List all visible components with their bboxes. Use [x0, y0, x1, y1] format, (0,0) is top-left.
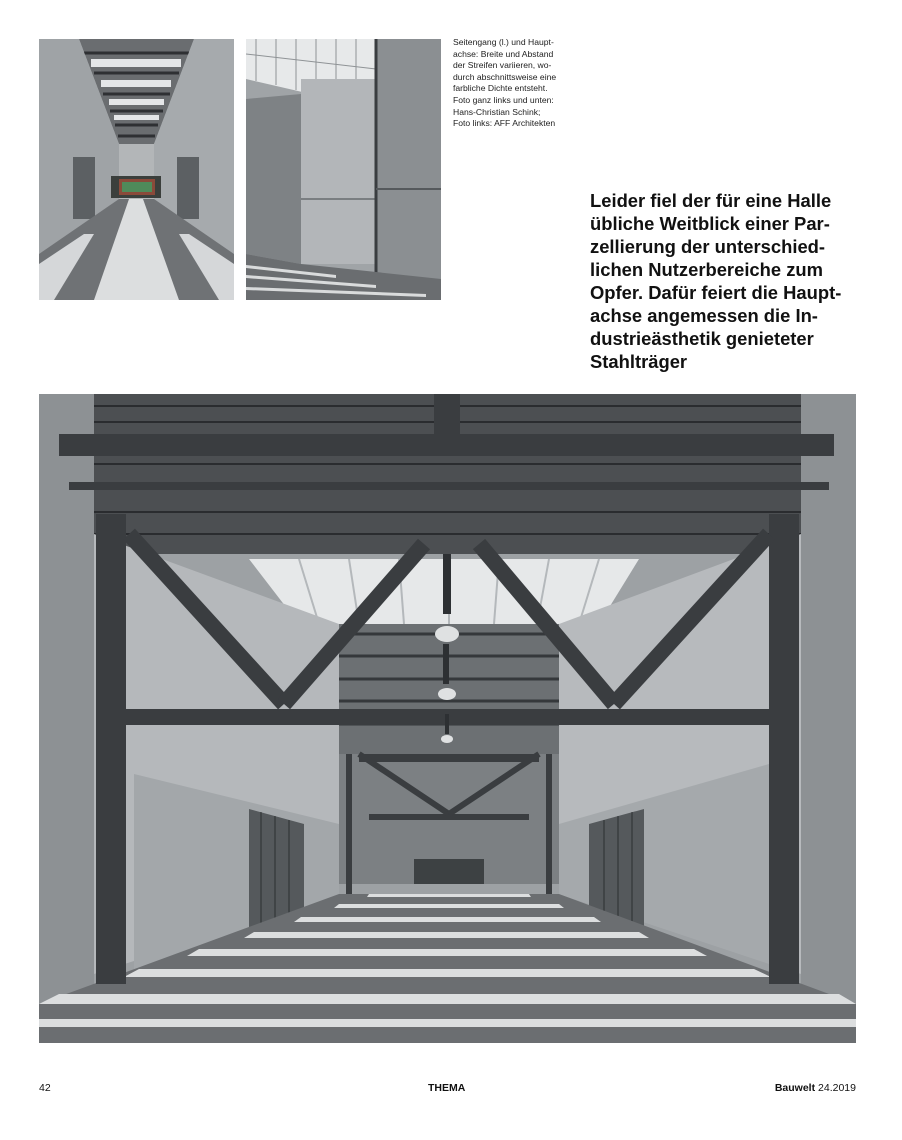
photo-caption — [453, 37, 583, 130]
pull-quote — [590, 189, 880, 373]
caption-line: farbliche Dichte entsteht. — [453, 83, 548, 94]
pull-quote-line: Stahlträger — [590, 351, 688, 372]
pull-quote-line: dustrieästhetik genieteter — [590, 328, 814, 349]
pull-quote-line: Opfer. Dafür feiert die Haupt- — [590, 282, 842, 303]
pull-quote-line: zellierung der unterschied- — [590, 236, 826, 257]
caption-line: achse: Breite und Abstand — [453, 48, 554, 59]
caption-line: der Streifen variieren, wo- — [453, 60, 552, 71]
caption-line: Foto ganz links und unten: — [453, 94, 554, 105]
pull-quote-line: achse angemessen die In- — [590, 305, 818, 326]
page-number: 42 — [39, 1082, 51, 1094]
caption-line: Seitengang (l.) und Haupt- — [453, 37, 554, 47]
pull-quote-line: übliche Weitblick einer Par- — [590, 213, 830, 234]
magazine-name: Bauwelt — [774, 1082, 816, 1094]
issue-number: 24.2019 — [818, 1082, 856, 1094]
photo-side-corridor — [39, 39, 234, 300]
section-label: THEMA — [428, 1082, 466, 1094]
pull-quote-line: Leider fiel der für eine Halle — [590, 190, 832, 211]
caption-line: Foto links: AFF Architekten — [453, 118, 556, 129]
photo-main-hall — [39, 394, 856, 1043]
pull-quote-line: lichen Nutzerbereiche zum — [590, 259, 824, 280]
magazine-issue — [775, 1082, 856, 1094]
caption-line: durch abschnittsweise eine — [453, 71, 557, 82]
photo-main-axis-detail — [246, 39, 441, 300]
caption-line: Hans-Christian Schink; — [453, 106, 541, 117]
